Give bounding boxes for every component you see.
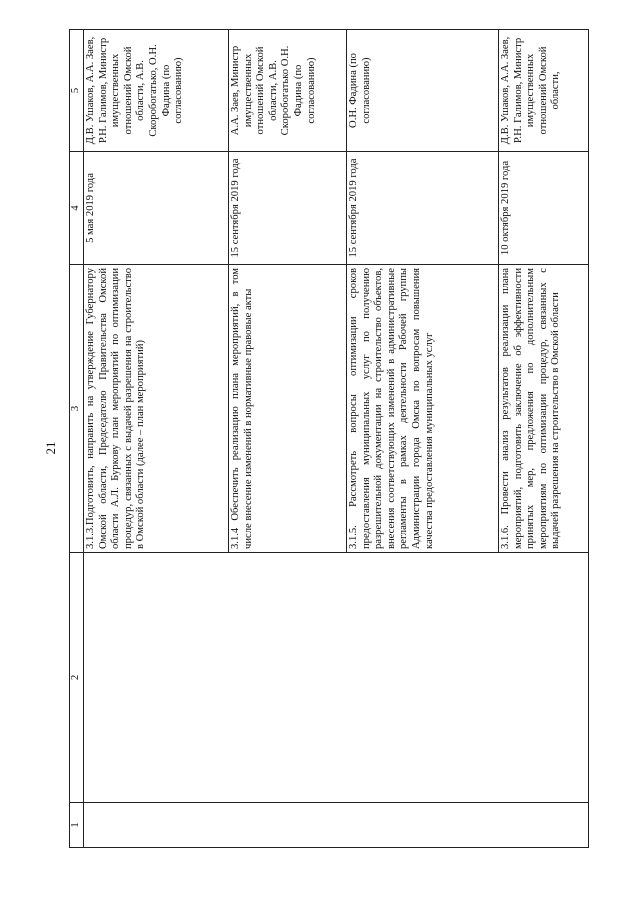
deadline-cell: 15 сентября 2019 года — [347, 152, 499, 265]
deadline-cell: 15 сентября 2019 года — [229, 152, 347, 265]
responsible-cell: А.А. Заев, Министр имущественных отношений Омской области, А.В. Скоробогатько О.Н. Фадина (по согласованию) — [229, 30, 347, 152]
cell-col1 — [84, 803, 589, 848]
action-plan-table — [69, 29, 589, 848]
column-header-1: 1 — [70, 803, 84, 848]
rotated-landscape-page — [69, 30, 589, 848]
responsible-cell: Д.В. Ушаков, А.А. Заев, Р.Н. Галимов, Министр имущественных отношений Омской области, — [499, 30, 589, 152]
responsible-cell: Д.В. Ушаков, А.А. Заев, Р.Н. Галимов, Министр имущественных отношений Омской области, А.В. Скоробогатько, О.Н. Фадина (по согласованию) — [84, 30, 229, 152]
column-header-3: 3 — [70, 265, 84, 553]
page-number: 21 — [43, 441, 58, 455]
table-row — [84, 30, 229, 848]
table-header-row — [70, 30, 84, 848]
deadline-cell: 10 октября 2019 года — [499, 152, 589, 265]
task-cell: 3.1.4 Обеспечить реализацию плана мероприятий, в том числе внесение изменений в нормативные правовые акты — [229, 265, 347, 553]
column-header-4: 4 — [70, 152, 84, 265]
column-header-2: 2 — [70, 553, 84, 803]
task-cell: 3.1.6. Провести анализ результатов реализации плана мероприятий, подготовить заключение об эффективности принятых мер, предложения по дополнительным мероприятиям по оптимизации процедур, связанных с выдачей разрешения на строительство в Омской области — [499, 265, 589, 553]
responsible-cell: О.Н. Фадина (по согласованию) — [347, 30, 499, 152]
task-cell: 3.1.3.Подготовить, направить на утверждение Губернатору Омской области, Председателю Правительства Омской области А.Л. Буркову план мероприятий по оптимизации процедур, связанных с выдачей разрешения на строительство в Омской области (далее – план мероприятий) — [84, 265, 229, 553]
column-header-5: 5 — [70, 30, 84, 152]
task-cell: 3.1.5. Рассмотреть вопросы оптимизации сроков предоставления муниципальных услуг по получению разрешительной документации на строительство объектов, внесения соответствующих изменений в административные регламенты в рамках деятельности Рабочей группы Администрации города Омска по вопросам повышения качества предоставления муниципальных услуг — [347, 265, 499, 553]
cell-col2 — [84, 553, 589, 803]
deadline-cell: 5 мая 2019 года — [84, 152, 229, 265]
